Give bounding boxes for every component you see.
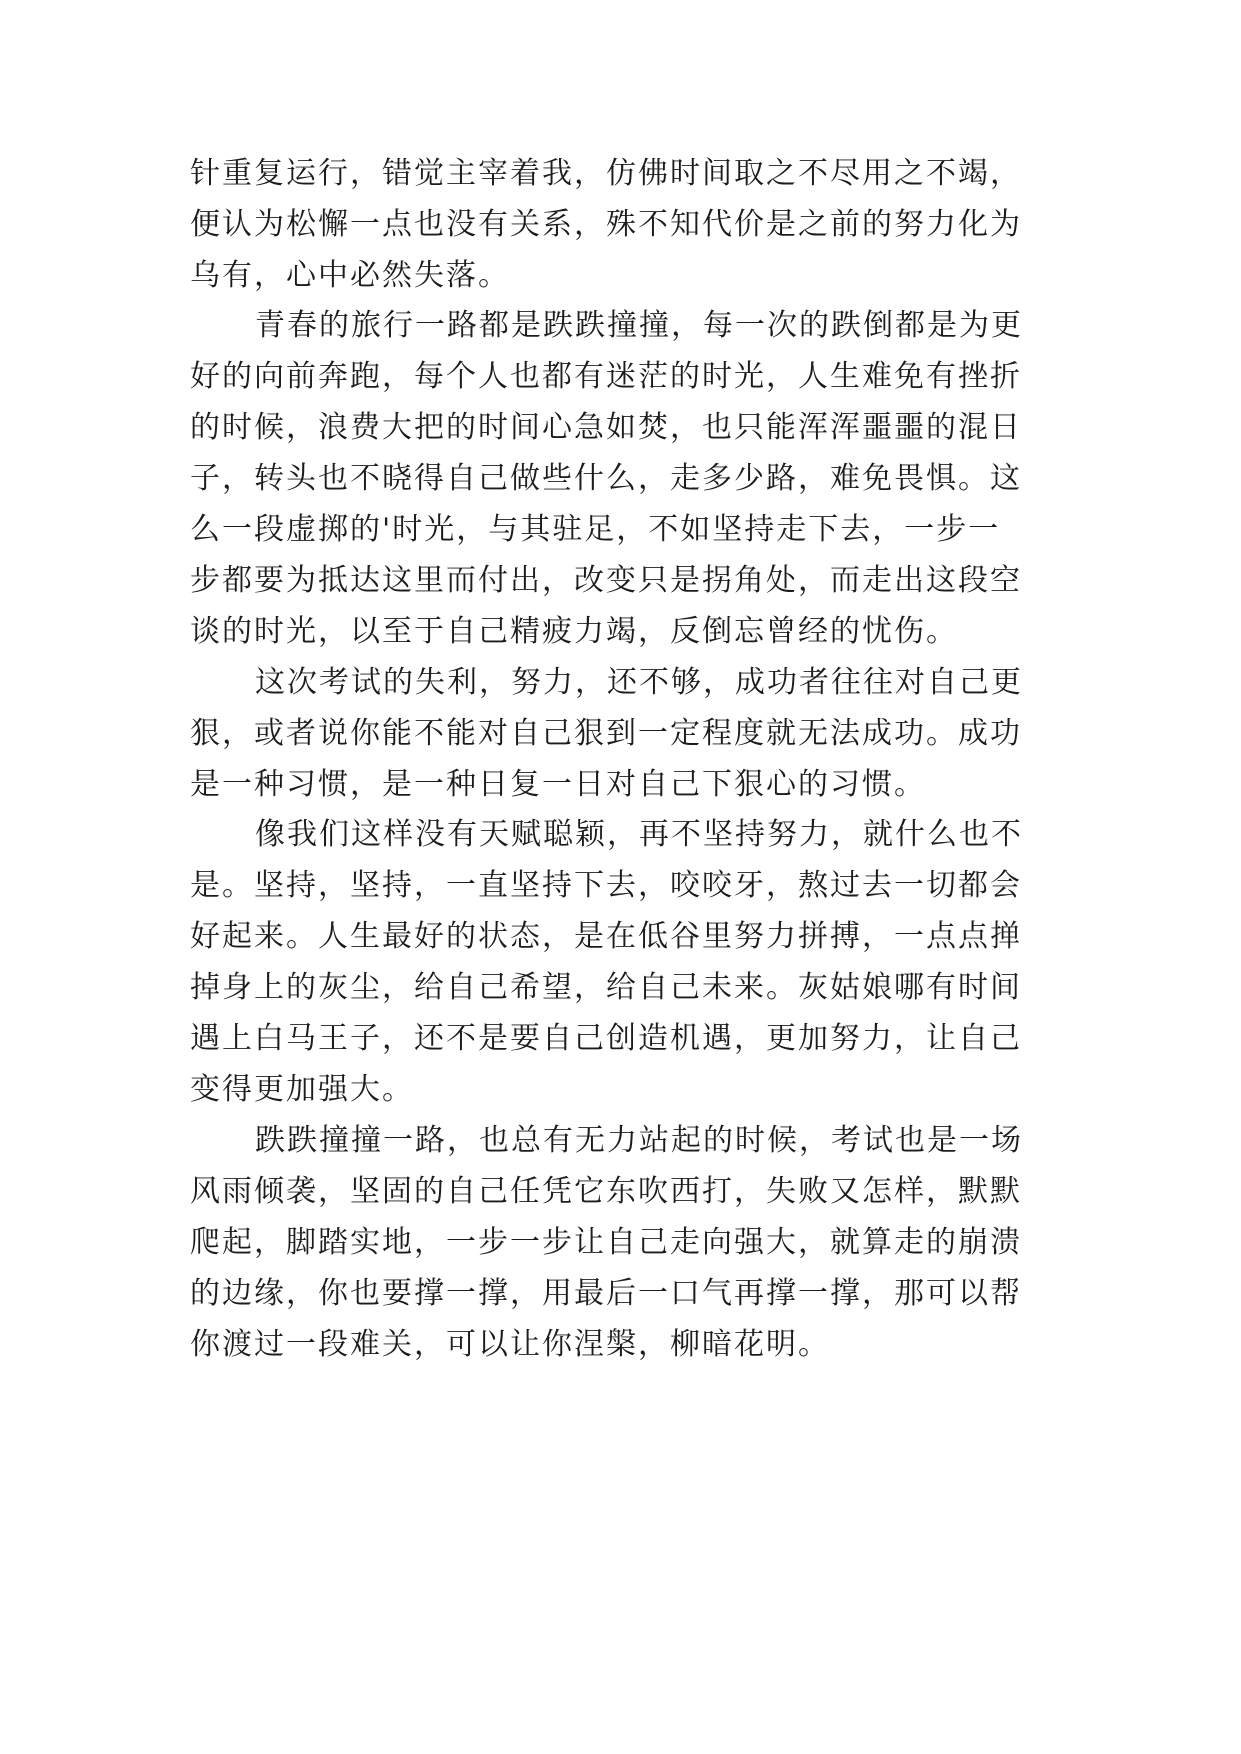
text-line: 便认为松懈一点也没有关系，殊不知代价是之前的努力化为: [190, 207, 1022, 242]
paragraph-first-line: 跌跌撞撞一路，也总有无力站起的时候，考试也是一场: [255, 1123, 1023, 1158]
text-line: 乌有，心中必然失落。: [190, 258, 510, 293]
text-line: 的时候，浪费大把的时间心急如焚，也只能浑浑噩噩的混日: [190, 410, 1022, 445]
text-line: 你渡过一段难关，可以让你涅槃，柳暗花明。: [190, 1327, 830, 1362]
text-line: 针重复运行，错觉主宰着我，仿佛时间取之不尽用之不竭，: [190, 156, 1022, 191]
text-line: 风雨倾袭，坚固的自己任凭它东吹西打，失败又怎样，默默: [190, 1174, 1022, 1209]
text-line: 狠，或者说你能不能对自己狠到一定程度就无法成功。成功: [190, 716, 1022, 751]
text-line: 好起来。人生最好的状态，是在低谷里努力拼搏，一点点掸: [190, 919, 1022, 954]
text-line: 爬起，脚踏实地，一步一步让自己走向强大，就算走的崩溃: [190, 1225, 1022, 1260]
text-line: 谈的时光，以至于自己精疲力竭，反倒忘曾经的忧伤。: [190, 614, 958, 649]
text-line: 是一种习惯，是一种日复一日对自己下狠心的习惯。: [190, 767, 926, 802]
text-line: 子，转头也不晓得自己做些什么，走多少路，难免畏惧。这: [190, 461, 1022, 496]
paragraph-first-line: 这次考试的失利，努力，还不够，成功者往往对自己更: [255, 665, 1023, 700]
paragraph-first-line: 青春的旅行一路都是跌跌撞撞，每一次的跌倒都是为更: [255, 308, 1023, 343]
text-line: 步都要为抵达这里而付出，改变只是拐角处，而走出这段空: [190, 563, 1022, 598]
text-line: 是。坚持，坚持，一直坚持下去，咬咬牙，熬过去一切都会: [190, 868, 1022, 903]
text-line: 遇上白马王子，还不是要自己创造机遇，更加努力，让自己: [190, 1021, 1022, 1056]
text-line: 么一段虚掷的'时光，与其驻足，不如坚持走下去，一步一: [190, 512, 1001, 547]
text-line: 的边缘，你也要撑一撑，用最后一口气再撑一撑，那可以帮: [190, 1276, 1022, 1311]
paragraph-first-line: 像我们这样没有天赋聪颖，再不坚持努力，就什么也不: [255, 817, 1023, 852]
text-line: 好的向前奔跑，每个人也都有迷茫的时光，人生难免有挫折: [190, 359, 1022, 394]
text-line: 变得更加强大。: [190, 1072, 414, 1107]
text-line: 掉身上的灰尘，给自己希望，给自己未来。灰姑娘哪有时间: [190, 970, 1022, 1005]
